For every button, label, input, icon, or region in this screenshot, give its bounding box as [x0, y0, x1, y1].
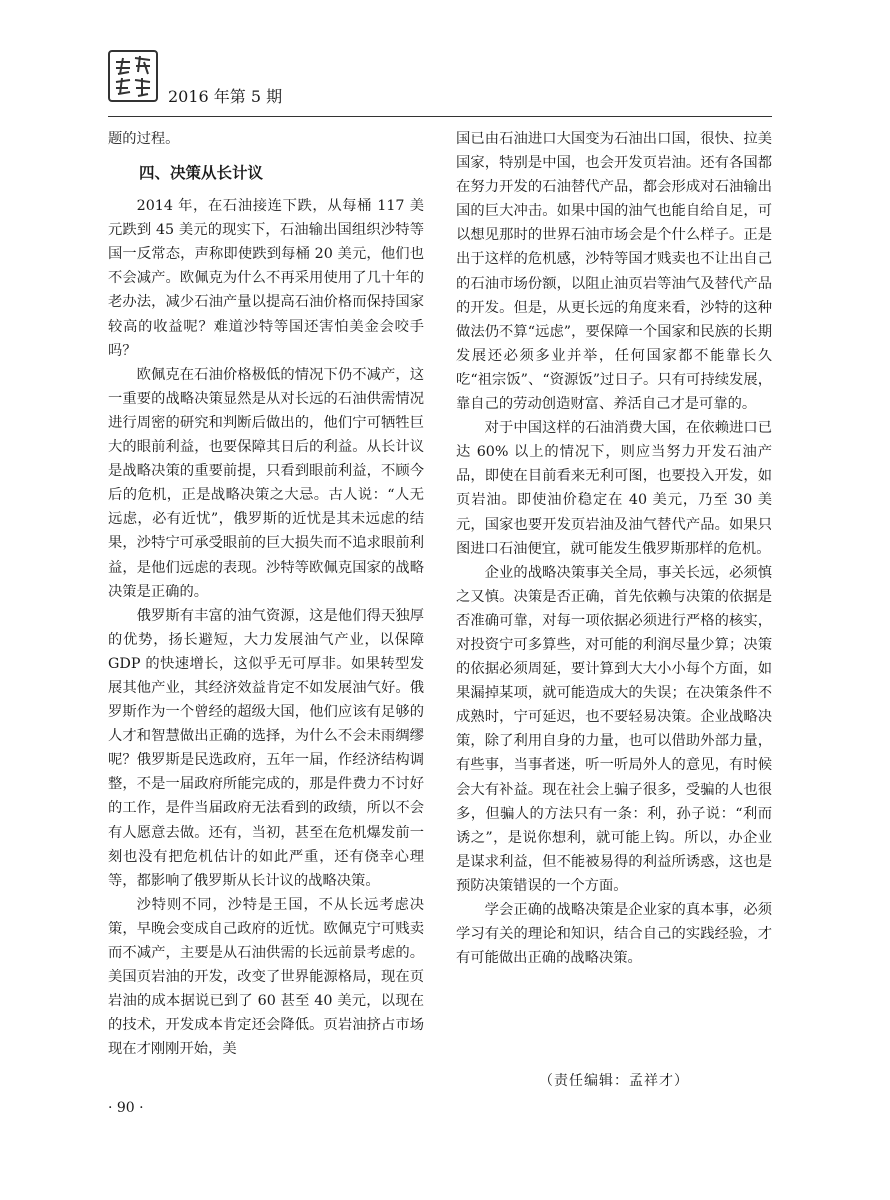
left-column	[108, 127, 424, 1061]
paragraph: 题的过程。	[108, 131, 180, 147]
paragraph: 企业的战略决策事关全局，事关长远，必须慎之又慎。决策是否正确，首先依赖与决策的依据是否准确可靠，对每一项依据必须进行严格的核实，对投资宁可多算些，对可能的利润尽量少算；决策的依据必须周延，要计算到大大小小每个方面，如果漏掉某项，就可能造成大的失误；在决策条件不成熟时，宁可延迟，也不要轻易决策。企业战略决策，除了利用自身的力量，也可以借助外部力量，有些事，当事者迷，听一听局外人的意见，有时候会大有补益。现在社会上骗子很多，受骗的人也很多，但骗人的方法只有一条：利，孙子说：“利而诱之”，是说你想利，就可能上钩。所以，办企业是谋求利益，但不能被易得的利益所诱惑，这也是预防决策错误的一个方面。	[456, 564, 772, 894]
paragraph: 俄罗斯有丰富的油气资源，这是他们得天独厚的优势，扬长避短，大力发展油气产业，以保障 GDP 的快速增长，这似乎无可厚非。如果转型发展其他产业，其经济效益肯定不如发展油气好。俄罗斯作为一个曾经的超级大国，他们应该有足够的人才和智慧做出正确的选择，为什么不会未雨绸缪呢？俄罗斯是民选政府，五年一届，作经济结构调整，不是一届政府所能完成的，那是件费力不讨好的工作，是件当届政府无法看到的政绩，所以不会有人愿意去做。还有，当初，甚至在危机爆发前一刻也没有把危机估计的如此严重，还有侥幸心理等，都影响了俄罗斯从长计议的战略决策。	[108, 607, 424, 889]
right-column	[456, 127, 772, 970]
paragraph: 学会正确的战略决策是企业家的真本事，必须学习有关的理论和知识，结合自己的实践经验，才有可能做出正确的战略决策。	[456, 902, 772, 967]
page-number: · 90 ·	[108, 1100, 144, 1116]
responsible-editor: （责任编辑：孟祥才）	[539, 1073, 689, 1089]
calligraphy-logo-icon	[110, 52, 156, 100]
section-heading: 四、决策从长计议	[139, 164, 264, 183]
journal-logo	[108, 50, 158, 102]
paragraph: 沙特则不同，沙特是王国，不从长远考虑决策，早晚会变成自己政府的近忧。欧佩克宁可贱卖而不减产，主要是从石油供需的长远前景考虑的。美国页岩油的开发，改变了世界能源格局，现在页岩油的成本据说已到了 60 甚至 40 美元，以现在的技术，开发成本肯定还会降低。页岩油挤占市场现在才刚刚开始，美	[108, 896, 424, 1058]
issue-label: 2016 年第 5 期	[168, 87, 283, 106]
paragraph: 对于中国这样的石油消费大国，在依赖进口已达 60% 以上的情况下，则应当努力开发石油产品，即使在目前看来无利可图，也要投入开发，如页岩油。即使油价稳定在 40 美元，乃至 30 美元，国家也要开发页岩油及油气替代产品。如果只图进口石油便宜，就可能发生俄罗斯那样的危机。	[456, 420, 772, 557]
paragraph: 2014 年，在石油接连下跌，从每桶 117 美元跌到 45 美元的现实下，石油输出国组织沙特等国一反常态，声称即使跌到每桶 20 美元，他们也不会减产。欧佩克为什么不再采用使用了几十年的老办法，减少石油产量以提高石油价格而保持国家较高的收益呢？难道沙特等国还害怕美金会咬手吗？	[108, 198, 424, 359]
header-rule	[108, 116, 772, 117]
paragraph: 欧佩克在石油价格极低的情况下仍不减产，这一重要的战略决策显然是从对长远的石油供需情况进行周密的研究和判断后做出的，他们宁可牺牲巨大的眼前利益，也要保障其日后的利益。从长计议是战略决策的重要前提，只看到眼前利益，不顾今后的危机，正是战略决策之大忌。古人说：“人无远虑，必有近忧”，俄罗斯的近忧是其未远虑的结果，沙特宁可承受眼前的巨大损失而不追求眼前利益，是他们远虑的表现。沙特等欧佩克国家的战略决策是正确的。	[108, 366, 424, 600]
paragraph: 国已由石油进口大国变为石油出口国，很快、拉美国家，特别是中国，也会开发页岩油。还有各国都在努力开发的石油替代产品，都会形成对石油输出国的巨大冲击。如果中国的油气也能自给自足，可以想见那时的世界石油市场会是个什么样子。正是出于这样的危机感，沙特等国才贱卖也不让出自己的石油市场份额，以阻止油页岩等油气及替代产品的开发。但是，从更长远的角度来看，沙特的这种做法仍不算“远虑”，要保障一个国家和民族的长期发展还必须多业并举，任何国家都不能靠长久吃“祖宗饭”、“资源饭”过日子。只有可持续发展，靠自己的劳动创造财富、养活自己才是可靠的。	[456, 131, 772, 413]
